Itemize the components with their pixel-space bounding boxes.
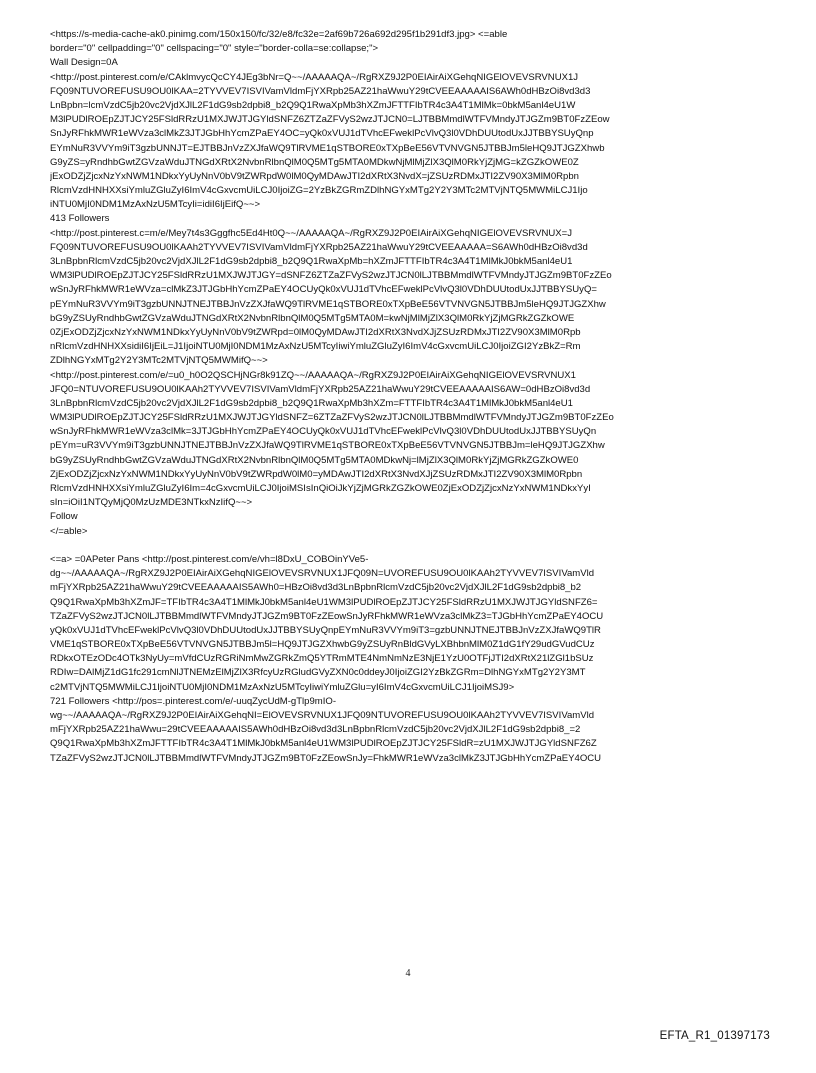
text-line: sIn=iOiI1NTQyMjQ0MzUzMDE3NTkxNzIifQ~~> bbox=[50, 497, 253, 509]
text-line: wSnJyRFhkMWR1eWVza3clMk=3JTJGbHhYcmZPaEY4OCUyQk0xVUJ1dTVhcEFweklPcVlvQ3l0VDhDUUtodUxJJTBBYSUyQn bbox=[50, 426, 597, 438]
text-line: Follow bbox=[50, 511, 78, 523]
text-line: VME1qSTBORE0xTXpBeE56VTVNVGN5JTBBJm5l=HQ9JTJGZXhwbG9yZSUyRnBldGVyLXBhbnMlM0Z1dG1fY29udGVudCUz bbox=[50, 639, 595, 651]
text-line: M3lPUDlROEpZJTJCY25FSldRRzU1MXJWJTJGYldSNFZ6ZTZaZFVyS2wzJTJCN0=LJTBBMmdlWTFVMndyJTJGZm9BT0FzZEow bbox=[50, 114, 610, 126]
text-line: mFjYXRpb25AZ21haWwuY29tCVEEAAAAAIS5AWh0=HBzOi8vd3d3LnBpbnRlcmVzdC5jb20vc2VjdXJlL2F1dG9sb2dpbi8_b2 bbox=[50, 582, 582, 594]
text-line: Q9Q1RwaXpMb3hXZmJF=TFIbTR4c3A4T1MlMkJ0bkM5anl4eU1WM3lPUDlROEpZJTJCY25FSldRRzU1MXJWJTJGYldSNFZ6= bbox=[50, 596, 598, 608]
text-line: wSnJyRFhkMWR1eWVza=clMkZ3JTJGbHhYcmZPaEY4OCUyQk0xVUJ1dTVhcEFweklPcVlvQ3l0VDhDUUtodUxJJTBBYSUyQ= bbox=[50, 284, 597, 296]
text-line: nRlcmVzdHNHXXsidiI6IjEiL=J1IjoiNTU0MjI0NDM1MzAxNzU5MTcyIiwiYmluZGluZyI6ImV4cGxvcmUiLCJ0IjoiZGI2YzBkZ=Rm bbox=[50, 341, 581, 353]
text-line: RlcmVzdHNHXXsiYmluZGluZyI6Im=4cGxvcmUiLCJ0IjoiMSIsInQiOiJkYjZjMGRkZGZkOWE0ZjExODZjZjcxNzYxNWM1NDkxYyI bbox=[50, 483, 591, 494]
text-line: pEYmNuR3VVYm9iT3gzbUNNJTNEJTBBJnVzZXJfaWQ9TlRVME1qSTBORE0xTXpBeE56VTVNVGN5JTBBJm5leHQ9JTJGZXhw bbox=[50, 298, 606, 310]
text-line: jExODZjZjcxNzYxNWM1NDkxYyUyNnV0bV9tZWRpdW0lM0QyMDAwJTI2dXRtX3NvdX=jZSUzRDMxJTI2ZV90X3MlM0Rpbn bbox=[50, 170, 579, 182]
text-line: WM3lPUDlROEpZJTJCY25FSldRRzU1MXJWJTJGY=dSNFZ6ZTZaZFVyS2wzJTJCN0lLJTBBMmdlWTFVMndyJTJGZm9BT0FzZEo bbox=[50, 270, 612, 282]
text-line: wg~~/AAAAAQA~/RgRXZ9J2P0EIAirAiXGehqNI=ElOVEVSRVNUX1JFQ09NTUVOREFUSU9OU0lKAAh2TYVVEV7ISVIVamVld bbox=[50, 710, 595, 721]
text-line: LnBpbn=lcmVzdC5jb20vc2VjdXJlL2F1dG9sb2dpbi8_b2Q9Q1RwaXpMb3hXZmJFTTFIbTR4c3A4T1MlMk=0bkM5anl4eU1W bbox=[50, 99, 576, 111]
text-line: RDIw=DAlMjZ1dG1fc291cmNlJTNEMzElMjZlX3RfcyUzRGludGVyZXN0c0ddeyJ0IjoiZGI2YzBkZGRm=DlhNGYxMTg2Y2Y3MT bbox=[50, 667, 586, 679]
page-number: 4 bbox=[405, 968, 411, 979]
text-line: dg~~/AAAAAQA~/RgRXZ9J2P0EIAirAiXGehqNIGElOVEVSRVNUX1JFQ09N=UVOREFUSU9OU0lKAAh2TYVVEV7ISVIVamVld bbox=[50, 568, 595, 580]
text-line: RDkxOTEzODc4OTk3NyUy=mVfdCUzRGRiNmMwZGRkZmQ5YTRmMTE4NmNmNzE3NjE1YzU0OTFjJTI2dXRtX21lZGl1bSUz bbox=[50, 653, 594, 665]
text-line: ZjExODZjZjcxNzYxNWM1NDkxYyUyNnV0bV9tZWRpdW0lM0=yMDAwJTI2dXRtX3NvdXJjZSUzRDMxJTI2ZV90X3MlM0Rpbn bbox=[50, 468, 583, 480]
blank-line bbox=[50, 539, 770, 553]
text-line: 0ZjExODZjZjcxNzYxNWM1NDkxYyUyNnV0bV9tZWRpd=0lM0QyMDAwJTI2dXRtX3NvdXJjZSUzRDMxJTI2ZV90X3MlM0Rpb bbox=[50, 326, 581, 338]
text-line: FQ09NTUVOREFUSU9OU0lKAA=2TYVVEV7ISVIVamVldmFjYXRpb25AZ21haWwuY29tCVEEAAAAAIS6AWh0dHBzOi8vd3d3 bbox=[50, 85, 591, 97]
text-line: </=able> bbox=[50, 525, 88, 537]
text-line: 3LnBpbnRlcmVzdC5jb20vc2VjdXJlL2F1dG9sb2dpbi8_b2Q9Q1RwaXpMb3hXZm=FTTFIbTR4c3A4T1MlMkJ0bkM5anl4eU1 bbox=[50, 397, 573, 409]
bates-number: EFTA_R1_01397173 bbox=[659, 1030, 770, 1042]
text-line: SnJyRFhkMWR1eWVza3clMkZ3JTJGbHhYcmZPaEY4OC=yQk0xVUJ1dTVhcEFweklPcVlvQ3l0VDhDUUtodUxJJTBBYSUyQnp bbox=[50, 128, 594, 140]
text-line: 413 Followers bbox=[50, 213, 110, 225]
text-line: RlcmVzdHNHXXsiYmluZGluZyI6ImV4cGxvcmUiLCJ0IjoiZG=2YzBkZGRmZDlhNGYxMTg2Y2Y3MTc2MTVjNTQ5MWMiLCJ1Ijo bbox=[50, 185, 588, 197]
text-line: TZaZFVyS2wzJTJCN0lLJTBBMmdlWTFVMndyJTJGZm9BT0FzZEowSnJyRFhkMWR1eWVza3clMkZ3=TJGbHhYcmZPaEY4OCU bbox=[50, 610, 604, 622]
text-line: bG9yZSUyRndhbGwtZGVzaWduJTNGdXRtX2NvbnRlbnQlM0Q5MTg5MTA0MDkwNj=lMjZlX3QlM0RkYjZjMGRkZGZkOWE0 bbox=[50, 454, 579, 466]
text-line: pEYm=uR3VVYm9iT3gzbUNNJTNEJTBBJnVzZXJfaWQ9TlRVME1qSTBORE0xTXpBeE56VTVNVGN5JTBBJm=leHQ9JTJGZXhw bbox=[50, 440, 605, 452]
text-line: <=a> =0APeter Pans <http://post.pinterest.com/e/vh=l8DxU_COBOinYVe5- bbox=[50, 553, 369, 565]
text-line: <http://post.pinterest.com/e/CAklmvycQcCY4JEg3bNr=Q~~/AAAAAQA~/RgRXZ9J2P0EIAirAiXGehqNIGElOVEVSRVNUX1J bbox=[50, 71, 579, 83]
text-line: yQk0xVUJ1dTVhcEFweklPcVlvQ3l0VDhDUUtodUxJJTBBYSUyQnpEYmNuR3VVYm9iT3=gzbUNNJTNEJTBBJnVzZXJfaWQ9TlR bbox=[50, 624, 601, 636]
text-line: EYmNuR3VVYm9iT3gzbUNNJT=EJTBBJnVzZXJfaWQ9TlRVME1qSTBORE0xTXpBeE56VTVNVGN5JTBBJm5leHQ9JTJGZXhwb bbox=[50, 142, 605, 154]
text-line: ZDlhNGYxMTg2Y2Y3MTc2MTVjNTQ5MWMifQ~~> bbox=[50, 355, 268, 367]
text-line: WM3lPUDlROEpZJTJCY25FSldRRzU1MXJWJTJGYldSNFZ=6ZTZaZFVyS2wzJTJCN0lLJTBBMmdlWTFVMndyJTJGZm9BT0FzZEo bbox=[50, 412, 614, 424]
text-line: border="0" cellpadding="0" cellspacing="0" style="border-colla=se:collapse;"> bbox=[50, 43, 379, 55]
text-line: 721 Followers <http://pos=.pinterest.com/e/-uuqZycUdM-gTlp9mIO- bbox=[50, 695, 336, 707]
text-line: Q9Q1RwaXpMb3hXZmJFTTFIbTR4c3A4T1MlMkJ0bkM5anl4eU1WM3lPUDlROEpZJTJCY25FSldR=zU1MXJWJTJGYldSNFZ6Z bbox=[50, 738, 597, 750]
text-line: bG9yZSUyRndhbGwtZGVzaWduJTNGdXRtX2NvbnRlbnQlM0Q5MTg5MTA0M=kwNjMlMjZlX3QlM0RkYjZjMGRkZGZkOWE bbox=[50, 312, 575, 324]
text-line: TZaZFVyS2wzJTJCN0lLJTBBMmdlWTFVMndyJTJGZm9BT0FzZEowSnJy=FhkMWR1eWVza3clMkZ3JTJGbHhYcmZPaEY4OCU bbox=[50, 752, 602, 764]
text-line: <http://post.pinterest.com/e/=u0_h0O2QSCHjNGr8k91ZQ~~/AAAAAQA~/RgRXZ9J2P0EIAirAiXGehqNIGElOVEVSRVNUX1 bbox=[50, 369, 576, 381]
text-line: <http://post.pinterest.c=m/e/Mey7t4s3Gggfhc5Ed4Ht0Q~~/AAAAAQA~/RgRXZ9J2P0EIAirAiXGehqNIGElOVEVSRVNUX=J bbox=[50, 227, 572, 239]
text-line: iNTU0MjI0NDM1MzAxNzU5MTcyIi=idiI6IjEifQ~~> bbox=[50, 199, 261, 211]
text-line: G9yZS=yRndhbGwtZGVzaWduJTNGdXRtX2NvbnRlbnQlM0Q5MTg5MTA0MDkwNjMlMjZlX3QlM0RkYjZjMG=kZGZkOWE0Z bbox=[50, 156, 579, 168]
text-line: Wall Design=0A bbox=[50, 57, 118, 69]
text-line: c2MTVjNTQ5MWMiLCJ1IjoiNTU0MjI0NDM1MzAxNzU5MTcyIiwiYmluZGlu=yI6ImV4cGxvcmUiLCJ1IjoiMSJ9> bbox=[50, 681, 515, 693]
text-line: FQ09NTUVOREFUSU9OU0lKAAh2TYVVEV7ISVIVamVldmFjYXRpb25AZ21haWwuY29tCVEEAAAAA=S6AWh0dHBzOi8vd3d bbox=[50, 241, 588, 253]
text-line: JFQ0=NTUVOREFUSU9OU0lKAAh2TYVVEV7ISVIVamVldmFjYXRpb25AZ21haWwuY29tCVEEAAAAAIS6AW=0dHBzOi8vd3d bbox=[50, 383, 591, 395]
text-line: <https://s-media-cache-ak0.pinimg.com/150x150/fc/32/e8/fc32e=2af69b726a692d295f1b291df3.jpg> <=able bbox=[50, 29, 508, 40]
text-line: mFjYXRpb25AZ21haWwu=29tCVEEAAAAAIS5AWh0dHBzOi8vd3d3LnBpbnRlcmVzdC5jb20vc2VjdXJlL2F1dG9sb2dpbi8_=2 bbox=[50, 724, 581, 736]
document-body bbox=[50, 28, 770, 766]
text-line: 3LnBpbnRlcmVzdC5jb20vc2VjdXJlL2F1dG9sb2dpbi8_b2Q9Q1RwaXpMb=hXZmJFTTFIbTR4c3A4T1MlMkJ0bkM5anl4eU1 bbox=[50, 256, 573, 267]
